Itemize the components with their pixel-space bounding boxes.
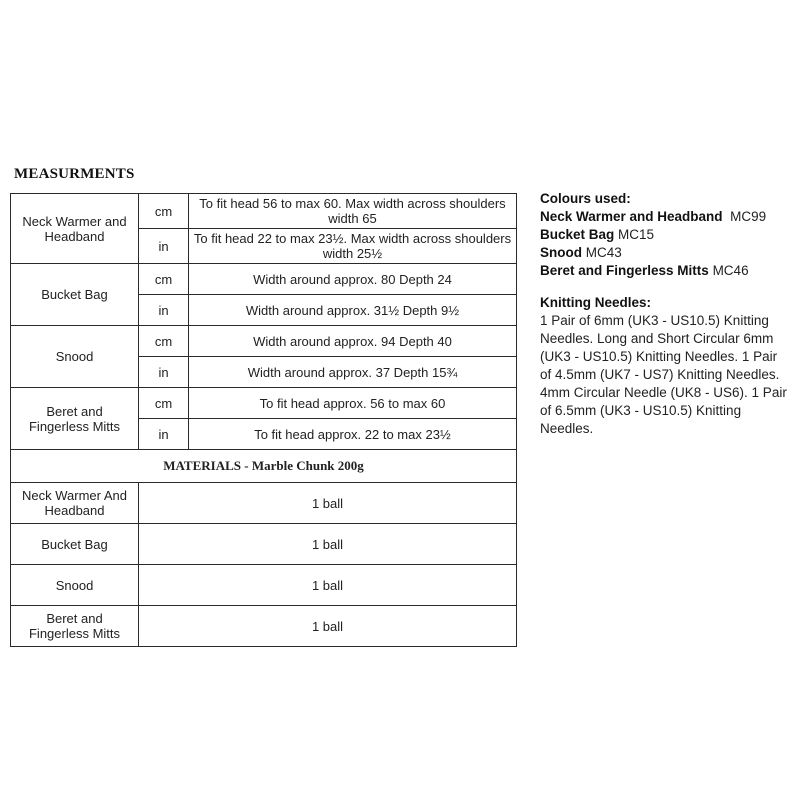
materials-label: Neck Warmer And Headband [11,483,139,524]
measurement-value: Width around approx. 94 Depth 40 [189,326,517,357]
materials-value: 1 ball [139,565,517,606]
knitting-needles-title: Knitting Needles: [540,295,652,310]
materials-label: Snood [11,565,139,606]
notes-sidebar [540,190,792,438]
row-label: Beret and Fingerless Mitts [11,388,139,450]
table-row [11,524,517,565]
table-row [11,388,517,419]
unit-cell: cm [139,326,189,357]
colour-item [540,226,792,244]
measurement-value: Width around approx. 80 Depth 24 [189,264,517,295]
row-label: Bucket Bag [11,264,139,326]
materials-label: Beret and Fingerless Mitts [11,606,139,647]
measurement-value: To fit head 56 to max 60. Max width across shoulders width 65 [189,194,517,229]
table-row [11,606,517,647]
row-label: Snood [11,326,139,388]
colour-item [540,262,792,280]
table-row [11,565,517,606]
materials-value: 1 ball [139,606,517,647]
colour-item-name: Beret and Fingerless Mitts [540,263,709,278]
unit-cell: cm [139,388,189,419]
unit-cell: cm [139,264,189,295]
colour-item-name: Bucket Bag [540,227,615,242]
materials-header: MATERIALS - Marble Chunk 200g [11,450,517,483]
measurement-value: To fit head 22 to max 23½. Max width across shoulders width 25½ [189,229,517,264]
colour-item-code: MC15 [618,227,655,242]
page-title: MEASURMENTS [14,166,135,182]
table-row [11,483,517,524]
measurement-value: Width around approx. 37 Depth 15¾ [189,357,517,388]
unit-cell: in [139,419,189,450]
unit-cell: in [139,229,189,264]
table-row [11,450,517,483]
measurement-value: To fit head approx. 22 to max 23½ [189,419,517,450]
colours-used-title: Colours used: [540,191,631,206]
table-row [11,326,517,357]
colour-item-code: MC46 [712,263,749,278]
colour-item-name: Neck Warmer and Headband [540,209,723,224]
colour-item [540,208,792,226]
table-row [11,194,517,229]
knitting-needles-text: 1 Pair of 6mm (UK3 - US10.5) Knitting Needles. Long and Short Circular 6mm (UK3 - US10.5) Knitting Needles. 1 Pair of 4.5mm (UK7 - US7) Knitting Needles. 4mm Circular Needle (UK8 - US6). 1 Pair of 6.5mm (UK3 - US10.5) Knitting Needles. [540,313,787,436]
materials-label: Bucket Bag [11,524,139,565]
colour-item-name: Snood [540,245,582,260]
colour-item-code: MC43 [585,245,622,260]
colour-item-code: MC99 [730,209,767,224]
colour-item [540,244,792,262]
row-label: Neck Warmer and Headband [11,194,139,264]
unit-cell: in [139,357,189,388]
measurement-value: To fit head approx. 56 to max 60 [189,388,517,419]
materials-value: 1 ball [139,524,517,565]
materials-value: 1 ball [139,483,517,524]
measurements-table [10,193,517,647]
measurement-value: Width around approx. 31½ Depth 9½ [189,295,517,326]
table-row [11,264,517,295]
spacer [540,280,792,294]
unit-cell: cm [139,194,189,229]
measurements-table-container [10,193,517,647]
unit-cell: in [139,295,189,326]
